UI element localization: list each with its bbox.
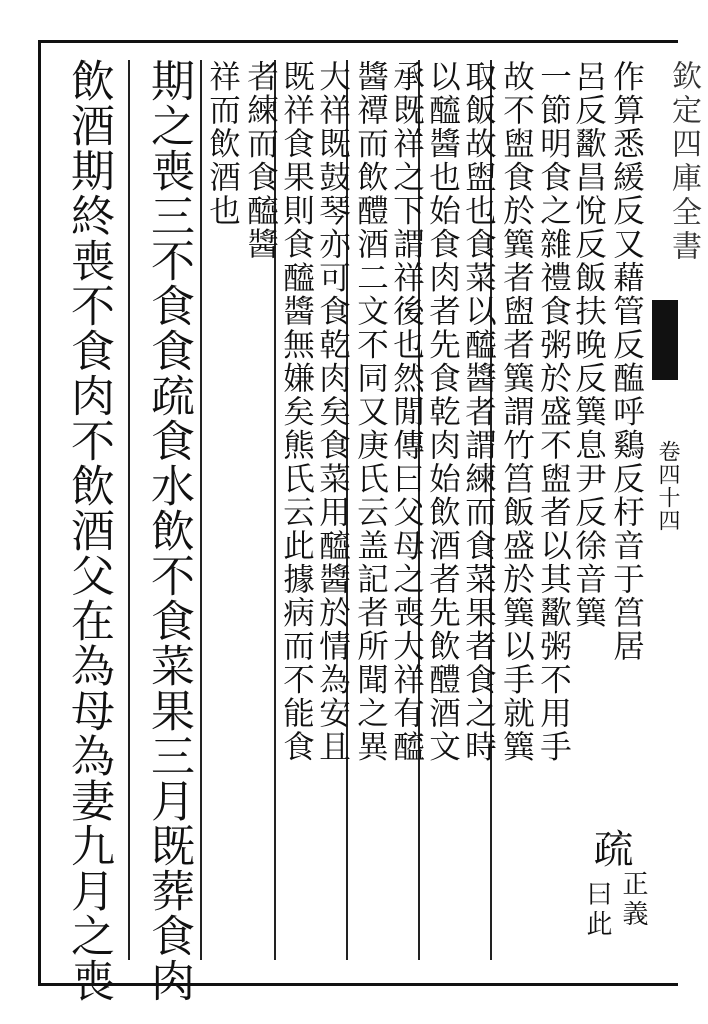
text-column-12: 祥而飲酒也 <box>204 60 241 228</box>
fishtail-mark <box>652 300 678 380</box>
text-column-6: 以醯醬也始食肉者先食乾肉始飲酒者先飲醴酒文 <box>424 60 461 764</box>
column-rule <box>200 60 202 960</box>
main-text-column-1: 期之喪三不食食疏食水飲不食菜果三月既葬食肉 <box>143 58 194 1003</box>
text-column-1: 作算悉緩反又藉管反醢呼鷄反杅音于筥居 <box>608 60 645 663</box>
text-column-2: 呂反歠昌悅反飯扶晚反簨息尹反徐音簨 <box>570 60 607 630</box>
text-column-8: 醬禫而飲醴酒二文不同又庚氏云盖記者所聞之異 <box>352 60 389 764</box>
main-text-column-2: 飲酒期終喪不食肉不飲酒父在為母為妻九月之喪 <box>63 58 114 1003</box>
yue-ci-label: 曰此 <box>582 880 612 940</box>
text-column-7: 承既祥之下謂祥後也然閒傳曰父母之喪大祥有醯 <box>388 60 425 764</box>
text-column-4: 故不盥食於簨者盥者簨謂竹筥飯盛於簨以手就簨 <box>498 60 535 764</box>
column-rule <box>128 60 130 960</box>
zhengyi-label: 正義 <box>618 870 648 930</box>
text-column-9: 大祥既鼓琴亦可食乾肉矣食菜用醯醬於情為安且 <box>314 60 351 764</box>
text-column-10: 既祥食果則食醯醬無嫌矣熊氏云此據病而不能食 <box>278 60 315 764</box>
shu-label: 疏 <box>587 828 633 872</box>
text-column-5: 取飯故盥也食菜以醯醬者謂練而食菜果者食之時 <box>460 60 497 764</box>
text-column-3: 一節明食之雜禮食粥於盛不盥者以其歠粥不用手 <box>535 60 572 764</box>
book-title: 欽定四庫全書 <box>666 60 701 264</box>
volume-label: 卷四十四 <box>655 440 680 532</box>
text-column-11: 者練而食醯醬 <box>242 60 279 261</box>
